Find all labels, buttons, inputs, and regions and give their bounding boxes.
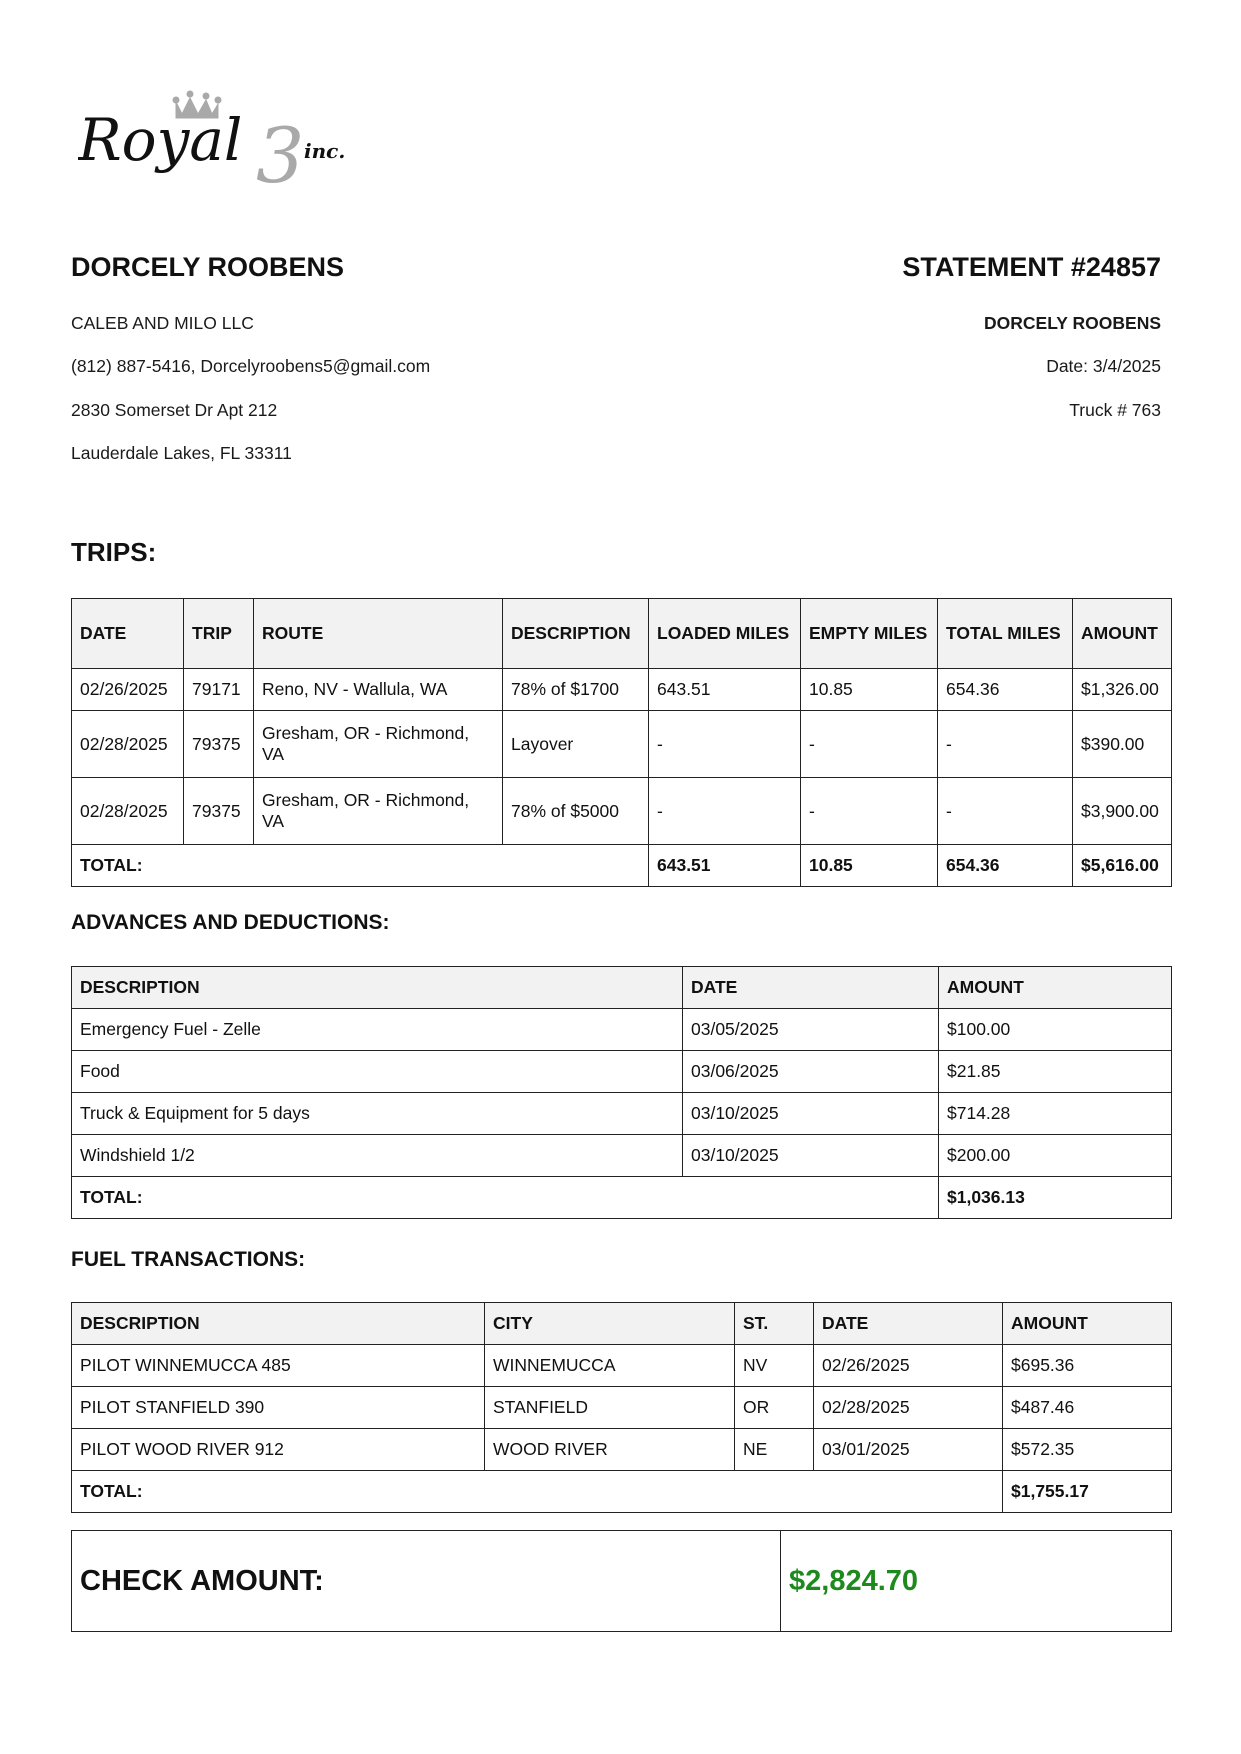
table-cell: WOOD RIVER [485,1429,735,1471]
table-cell: Reno, NV - Wallula, WA [254,669,503,711]
table-cell: PILOT WINNEMUCCA 485 [72,1345,485,1387]
table-cell: STANFIELD [485,1387,735,1429]
column-header: EMPTY MILES [801,599,938,669]
table-cell: OR [735,1387,814,1429]
table-cell: - [649,711,801,778]
table-row [72,778,1172,845]
table-cell: NE [735,1429,814,1471]
column-header: DESCRIPTION [503,599,649,669]
table-cell: PILOT STANFIELD 390 [72,1387,485,1429]
table-cell: $3,900.00 [1073,778,1172,845]
total-amount: $1,036.13 [939,1177,1172,1219]
column-header: LOADED MILES [649,599,801,669]
table-row [72,1135,1172,1177]
table-header-row [72,967,1172,1009]
fuel-heading: FUEL TRANSACTIONS: [71,1248,306,1271]
column-header: CITY [485,1303,735,1345]
column-header: DATE [683,967,939,1009]
column-header: ROUTE [254,599,503,669]
table-row [72,1429,1172,1471]
table-cell: 02/28/2025 [72,778,184,845]
table-cell: PILOT WOOD RIVER 912 [72,1429,485,1471]
total-amount: $5,616.00 [1073,845,1172,887]
table-cell: Gresham, OR - Richmond, VA [254,778,503,845]
table-row [72,1345,1172,1387]
table-cell: $390.00 [1073,711,1172,778]
column-header: AMOUNT [1003,1303,1172,1345]
table-cell: 654.36 [938,669,1073,711]
table-cell: 78% of $1700 [503,669,649,711]
table-cell: WINNEMUCCA [485,1345,735,1387]
driver-company: CALEB AND MILO LLC [71,313,254,333]
total-empty-miles: 10.85 [801,845,938,887]
table-cell: 643.51 [649,669,801,711]
total-amount: $1,755.17 [1003,1471,1172,1513]
table-cell: Gresham, OR - Richmond, VA [254,711,503,778]
table-row [72,669,1172,711]
table-cell: $572.35 [1003,1429,1172,1471]
table-cell: 03/10/2025 [683,1135,939,1177]
table-header-row [72,599,1172,669]
table-cell: 02/26/2025 [814,1345,1003,1387]
driver-contact: (812) 887-5416, Dorcelyroobens5@gmail.com [71,356,431,376]
table-cell: Food [72,1051,683,1093]
check-amount-row [72,1531,1172,1632]
column-header: TOTAL MILES [938,599,1073,669]
table-cell: 02/26/2025 [72,669,184,711]
statement-title: STATEMENT #24857 [902,252,1161,282]
statement-name: DORCELY ROOBENS [984,313,1161,333]
trips-table [71,598,1172,887]
total-label: TOTAL: [72,1471,1003,1513]
royal3-logo-graphic [78,78,388,190]
logo-suffix: inc. [304,139,346,163]
table-cell: 02/28/2025 [72,711,184,778]
table-row [72,1387,1172,1429]
table-cell: Truck & Equipment for 5 days [72,1093,683,1135]
table-cell: - [801,778,938,845]
table-cell: Layover [503,711,649,778]
table-cell: 02/28/2025 [814,1387,1003,1429]
table-cell: Windshield 1/2 [72,1135,683,1177]
total-loaded-miles: 643.51 [649,845,801,887]
company-logo [78,78,388,190]
table-cell: 79375 [184,778,254,845]
table-cell: 79171 [184,669,254,711]
column-header: DESCRIPTION [72,1303,485,1345]
table-cell: $695.36 [1003,1345,1172,1387]
table-total-row [72,1471,1172,1513]
table-cell: 03/06/2025 [683,1051,939,1093]
table-cell: $487.46 [1003,1387,1172,1429]
column-header: DESCRIPTION [72,967,683,1009]
table-total-row [72,845,1172,887]
table-header-row [72,1303,1172,1345]
table-cell: - [801,711,938,778]
table-cell: $1,326.00 [1073,669,1172,711]
table-cell: 03/01/2025 [814,1429,1003,1471]
statement-truck: Truck # 763 [1069,400,1161,420]
column-header: ST. [735,1303,814,1345]
table-row [72,711,1172,778]
column-header: AMOUNT [939,967,1172,1009]
driver-name: DORCELY ROOBENS [71,252,345,282]
table-row [72,1093,1172,1135]
fuel-table [71,1302,1172,1513]
column-header: DATE [814,1303,1003,1345]
table-cell: $100.00 [939,1009,1172,1051]
driver-city-line: Lauderdale Lakes, FL 33311 [71,443,292,463]
total-total-miles: 654.36 [938,845,1073,887]
check-amount-value: $2,824.70 [781,1531,1172,1632]
total-label: TOTAL: [72,1177,939,1219]
table-cell: $21.85 [939,1051,1172,1093]
table-cell: $714.28 [939,1093,1172,1135]
table-cell: 79375 [184,711,254,778]
table-cell: 03/10/2025 [683,1093,939,1135]
logo-numeral: 3 [256,111,305,190]
table-cell: 10.85 [801,669,938,711]
advances-heading: ADVANCES AND DEDUCTIONS: [71,911,390,934]
check-amount-box [71,1530,1172,1632]
table-cell: - [649,778,801,845]
logo-script-text: Royal [78,106,243,174]
column-header: TRIP [184,599,254,669]
table-cell: 78% of $5000 [503,778,649,845]
column-header: DATE [72,599,184,669]
table-cell: Emergency Fuel - Zelle [72,1009,683,1051]
table-cell: - [938,711,1073,778]
trips-heading: TRIPS: [71,537,157,567]
check-amount-label: CHECK AMOUNT: [72,1531,781,1632]
driver-street: 2830 Somerset Dr Apt 212 [71,400,278,420]
table-cell: $200.00 [939,1135,1172,1177]
table-total-row [72,1177,1172,1219]
table-cell: - [938,778,1073,845]
table-cell: 03/05/2025 [683,1009,939,1051]
table-row [72,1051,1172,1093]
column-header: AMOUNT [1073,599,1172,669]
advances-table [71,966,1172,1219]
table-cell: NV [735,1345,814,1387]
statement-date: Date: 3/4/2025 [1046,356,1161,376]
table-row [72,1009,1172,1051]
total-label: TOTAL: [72,845,649,887]
